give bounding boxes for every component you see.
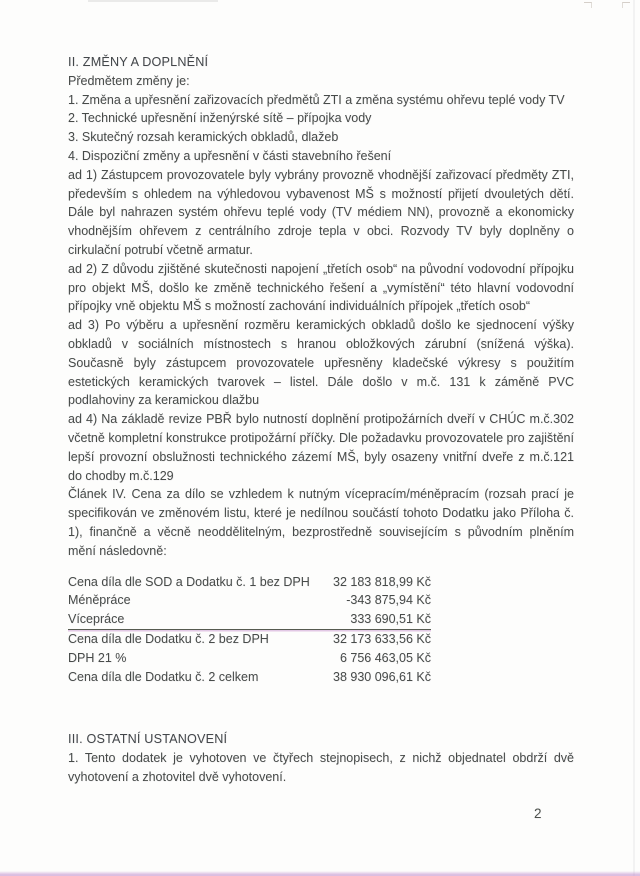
document-content <box>68 53 574 787</box>
scan-artifact-top-line <box>88 0 218 2</box>
change-list-item: 3. Skutečný rozsah keramických obkladů, dlažeb <box>68 130 339 145</box>
price-row-label: Cena díla dle Dodatku č. 2 celkem <box>68 669 259 684</box>
paragraph-clanek-iv: Článek IV. Cena za dílo se vzhledem k nutným vícepracím/méněpracím (rozsah prací je specifikován ve změnovém listu, které je nedílnou součástí tohoto Dodatku jako Příloha č. 1), finančně a věcně neoddělitelným, bezprostředně souvisejícím s původním plněním mění následovně: <box>68 487 574 558</box>
scan-artifact-right-edge <box>633 0 635 876</box>
changes-intro: Předmětem změny je: <box>68 73 190 88</box>
paragraph-ad4: ad 4) Na základě revize PBŘ bylo nutností doplnění protipožárních dveří v CHÚC m.č.302 včetně kompletní konstrukce protipožární příčky. Dle požadavku provozovatele pro zajištění lepší provozní obslužnosti technického zázemí MŠ, byly osazeny vnitřní dveře z m.č.121 do chodby m.č.129 <box>68 412 574 483</box>
section-changes-title: II. ZMĚNY A DOPLNĚNÍ <box>68 55 209 69</box>
paragraph-ad1: ad 1) Zástupcem provozovatele byly vybrány provozně vhodnější zařizovací předměty ZTI, především s ohledem na výhledovou vybavenost MŠ s možností přijetí dvouletých dětí. Dále byl nahrazen systém ohřevu teplé vody (TV médiem NN), provozně a ekonomicky vhodnějším ohřevem z centrálního zdroje tepla v obci. Rozvody TV byly doplněny o cirkulační potrubí včetně armatur. <box>68 167 574 257</box>
price-row-value: -343 875,94 Kč <box>346 593 431 608</box>
price-row <box>68 591 431 610</box>
price-table <box>68 573 431 687</box>
price-row-label: Méněpráce <box>68 593 131 608</box>
closing-paragraph: 1. Tento dodatek je vyhotoven ve čtyřech stejnopisech, z nichž objednatel obdrží dvě vyhotovení a zhotovitel dvě vyhotovení. <box>68 751 574 784</box>
change-list-item: 2. Technické upřesnění inženýrské sítě – přípojka vody <box>68 111 372 126</box>
price-row-value: 38 930 096,61 Kč <box>333 669 431 684</box>
price-row-value: 333 690,51 Kč <box>350 612 431 627</box>
scan-artifact-corner-mark <box>584 2 592 8</box>
scan-artifact-corner-mark <box>622 2 630 8</box>
price-row <box>68 573 431 592</box>
price-row-subtotal-underlined <box>68 610 431 630</box>
price-row <box>68 649 431 668</box>
section-other-title: III. OSTATNÍ USTANOVENÍ <box>68 732 228 747</box>
scan-artifact-bottom-edge <box>0 871 640 876</box>
paragraph-ad3: ad 3) Po výběru a upřesnění rozměru keramických obkladů došlo ke sjednocení výšky obkladů v sociálních místnostech s hranou obložkových zárubní (snížená výška). Současně byly zástupcem provozovatele upřesněny kladečské výkresy s použitím estetických keramických tvarovek – listel. Dále došlo v m.č. 131 k záměně PVC podlahoviny za keramickou dlažbu <box>68 318 574 408</box>
change-list-item: 4. Dispoziční změny a upřesnění v části stavebního řešení <box>68 148 392 163</box>
price-row-value: 6 756 463,05 Kč <box>339 650 431 665</box>
price-row-label: Cena díla dle Dodatku č. 2 bez DPH <box>68 631 269 646</box>
price-row-label: Vícepráce <box>68 612 125 627</box>
price-row-label: Cena díla dle SOD a Dodatku č. 1 bez DPH <box>68 574 310 589</box>
price-row-value: 32 183 818,99 Kč <box>333 574 431 589</box>
price-row-label: DPH 21 % <box>68 650 127 665</box>
page-number: 2 <box>534 806 542 821</box>
price-row <box>68 630 431 649</box>
price-row-value: 32 173 633,56 Kč <box>333 631 431 646</box>
paragraph-ad2: ad 2) Z důvodu zjištěné skutečnosti napojení „třetích osob“ na původní vodovodní přípojku pro objekt MŠ, došlo ke změně technického řešení a „vymístění“ této hlavní vodovodní přípojky vně objektu MŠ s možností zachování individuálních přípojek „třetích osob“ <box>68 261 574 314</box>
change-list-item: 1. Změna a upřesnění zařizovacích předmětů ZTI a změna systému ohřevu teplé vody TV <box>68 92 565 107</box>
price-row-total <box>68 668 431 687</box>
